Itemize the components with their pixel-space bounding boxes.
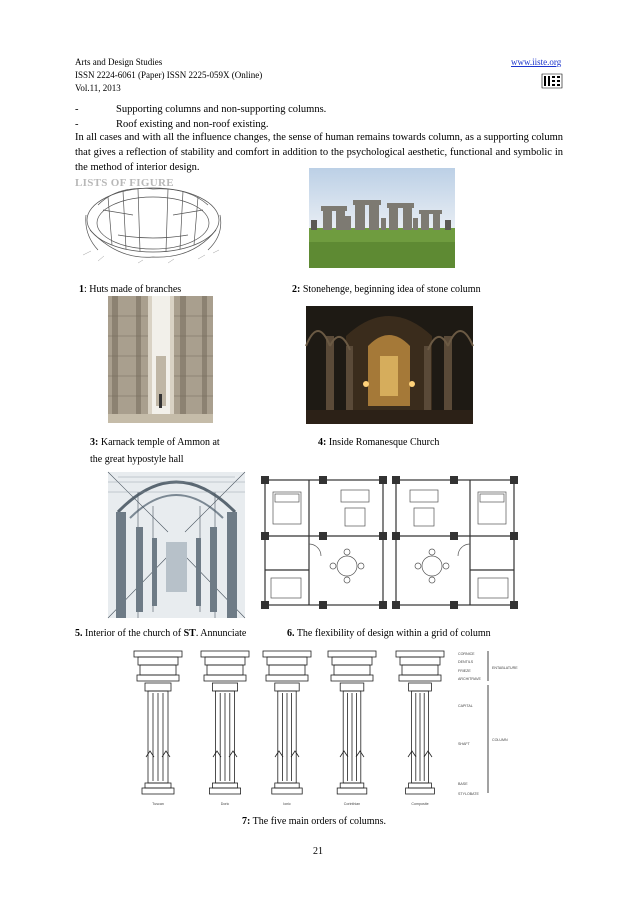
part-label-capital: CAPITAL <box>458 704 473 708</box>
part-label-base: BASE <box>458 782 468 786</box>
caption-1-sep: : <box>84 284 87 295</box>
figure-2-stonehenge-photo <box>309 168 455 268</box>
caption-figure-6 <box>287 627 491 640</box>
part-label-dentils: DENTILS <box>458 660 474 664</box>
part-label-stylobate: STYLOBATE <box>458 792 479 796</box>
figure-7-five-orders-drawing <box>120 645 518 813</box>
caption-figure-7 <box>242 815 386 828</box>
column-order-ionic <box>263 651 311 794</box>
bullet-text-1: Supporting columns and non-supporting columns. <box>116 104 327 115</box>
caption-2-number: 2: <box>292 284 301 295</box>
caption-figure-2 <box>292 283 481 296</box>
caption-7-text: The five main orders of columns. <box>250 816 386 827</box>
volume-line: Vol.11, 2013 <box>75 83 121 93</box>
caption-figure-5 <box>75 627 246 640</box>
column-order-corinthian <box>328 651 376 794</box>
caption-figure-3-line2: the great hypostyle hall <box>90 454 184 465</box>
caption-2-text: Stonehenge, beginning idea of stone column <box>300 284 481 295</box>
bullet-dash-2: - <box>75 119 79 130</box>
group-label-column: COLUMN <box>492 738 508 742</box>
part-label-shaft: SHAFT <box>458 742 470 746</box>
order-label-ionic: Ionic <box>283 802 291 806</box>
figure-5-church-interior-engraving <box>108 472 245 618</box>
bullet-text-2: Roof existing and non-roof existing. <box>116 119 269 130</box>
caption-6-number: 6. <box>287 628 295 639</box>
list-heading: LISTS OF FIGURE <box>75 177 174 189</box>
column-order-doric <box>201 651 249 794</box>
caption-3-text: Karnack temple of Ammon at <box>98 437 220 448</box>
caption-4-text: Inside Romanesque Church <box>326 437 440 448</box>
part-label-frieze: FRIEZE <box>458 669 471 673</box>
figure-3-karnak-temple-photo <box>108 296 213 423</box>
column-order-composite <box>396 651 444 794</box>
journal-name: Arts and Design Studies <box>75 57 163 67</box>
iiste-logo <box>540 72 564 90</box>
caption-5-text: Interior of the church of <box>82 628 184 639</box>
caption-4-number: 4: <box>318 437 327 448</box>
order-label-composite: Composite <box>411 802 429 806</box>
part-label-cornice: CORNICE <box>458 652 475 656</box>
caption-5-text-end: . Annunciate <box>195 628 247 639</box>
issn-line: ISSN 2224-6061 (Paper) ISSN 2225-059X (Online) <box>75 70 263 80</box>
caption-3-number: 3: <box>90 437 99 448</box>
group-label-entablature: ENTABLATURE <box>492 666 518 670</box>
caption-figure-1 <box>79 283 181 296</box>
caption-figure-4 <box>318 436 439 449</box>
caption-7-number: 7: <box>242 816 251 827</box>
page-number: 21 <box>313 846 323 857</box>
part-label-architrave: ARCHITRAVE <box>458 677 481 681</box>
caption-5-bold: ST <box>183 628 196 639</box>
caption-1-number: 1 <box>79 284 84 295</box>
figure-6-floor-plans <box>259 474 522 611</box>
bullet-dash-1: - <box>75 104 79 115</box>
figure-4-romanesque-church-photo <box>306 306 473 424</box>
caption-figure-3 <box>90 436 220 449</box>
caption-6-text: The flexibility of design within a grid of column <box>294 628 491 639</box>
order-label-corinthian: Corinthian <box>343 802 361 806</box>
journal-url-link[interactable]: www.iiste.org <box>511 57 562 67</box>
body-paragraph: In all cases and with all the influence changes, the sense of human remains towards column, as a supporting column that gives a reflection of stability and comfort in addition to the psychological aesthetic, functional and symbolic in the method of interior design. <box>75 132 563 173</box>
order-label-doric: Doric <box>220 802 230 806</box>
caption-1-text: Huts made of branches <box>86 284 182 295</box>
column-order-tuscan <box>134 651 182 794</box>
caption-5-number: 5. <box>75 628 83 639</box>
order-label-tuscan: Tuscan <box>152 802 164 806</box>
